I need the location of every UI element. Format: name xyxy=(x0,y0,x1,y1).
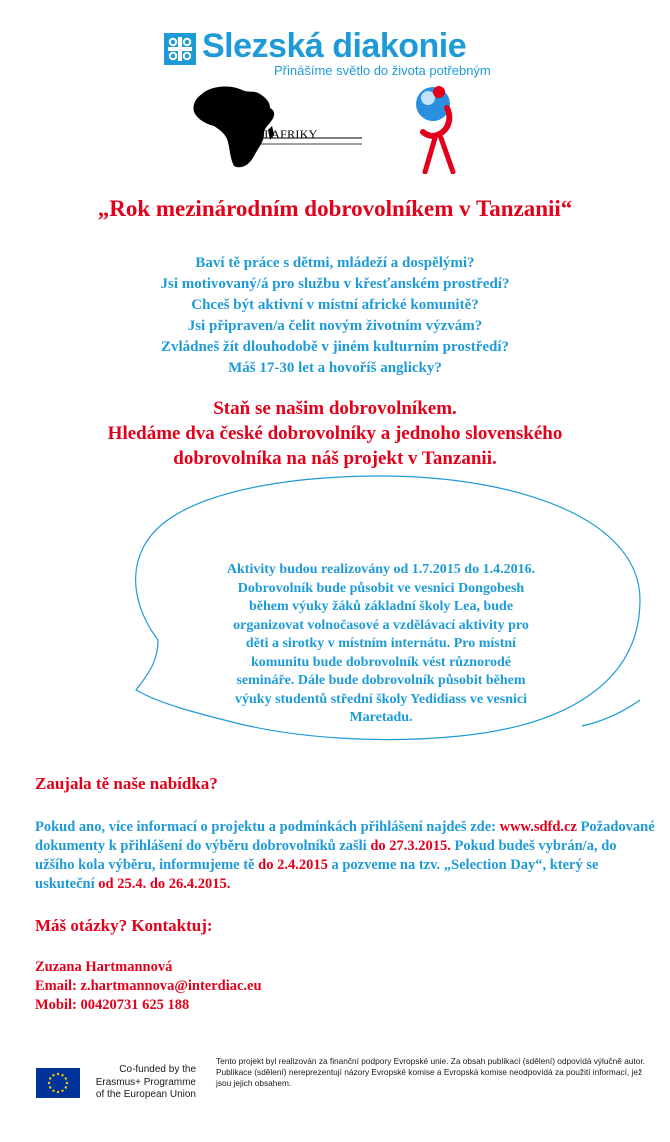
contact-heading: Máš otázky? Kontaktuj: xyxy=(35,916,213,935)
contact-email[interactable]: Email: z.hartmannova@interdiac.eu xyxy=(35,978,262,994)
eu-flag-icon xyxy=(36,1068,80,1098)
question-item: Zvládneš žít dlouhodobě v jiném kulturním prostředí? xyxy=(160,339,510,355)
bubble-line: komunitu bude dobrovolník vést různorodé xyxy=(250,654,512,670)
question-item: Baví tě práce s dětmi, mládeží a dospělými? xyxy=(195,255,475,271)
bubble-line: děti a sirotky v místním internátu. Pro místní xyxy=(245,636,517,651)
deadline-date: od 25.4. do 26.4.2015. xyxy=(98,876,231,892)
question-item: Máš 17-30 let a hovoříš anglicky? xyxy=(228,360,442,376)
interest-heading: Zaujala tě naše nabídka? xyxy=(35,774,218,793)
cta-line: Staň se našim dobrovolníkem. xyxy=(213,398,457,419)
contact-name: Zuzana Hartmannová xyxy=(35,959,173,975)
website-link[interactable]: www.sdfd.cz xyxy=(499,819,577,835)
info-text: Pokud ano, více informací o projektu a podmínkách přihlášení najdeš zde: xyxy=(35,819,500,835)
bubble-line: Maretadu. xyxy=(349,710,413,725)
bubble-line: Dobrovolník bude působit ve vesnici Dongobesh xyxy=(237,580,525,596)
bubble-line: během výuky žáků základní školy Lea, bude xyxy=(248,599,514,614)
partner-logo-label: DĚTI AFRIKY xyxy=(240,127,318,141)
contact-phone: Mobil: 00420731 625 188 xyxy=(35,997,190,1013)
brand-tagline: Přinášíme světlo do života potřebným xyxy=(274,63,491,78)
cta-line: dobrovolníka na náš projekt v Tanzanii. xyxy=(173,448,497,469)
bubble-line: semináře. Dále bude dobrovolník působit během xyxy=(236,673,526,688)
info-paragraph xyxy=(35,818,655,894)
deadline-date: do 2.4.2015 xyxy=(258,857,328,873)
bubble-line: výuky studentů střední školy Yedidiass ve vesnici xyxy=(235,691,527,707)
cta-line: Hledáme dva české dobrovolníky a jednoho slovenského xyxy=(107,423,563,444)
page-title: „Rok mezinárodním dobrovolníkem v Tanzanii“ xyxy=(97,196,573,221)
eu-cofunded-text xyxy=(84,1064,196,1102)
info-text: Pokud budeš vybrán/a, do užšího kola výběru, informujeme tě xyxy=(35,838,617,873)
disclaimer: Tento projekt byl realizován za finanční podpory Evropské unie. Za obsah publikací (sdělení) odpovídá výlučně autor. Publikace (sdělení) nereprezentují názory Evropské komise a Evropská komise neodpovídá za použití informací, jež jsou jejich obsahem. xyxy=(216,1056,645,1088)
info-text: Požadované dokumenty k přihlášení do výběru dobrovolníků zašli xyxy=(35,819,655,854)
eu-line: Erasmus+ Programme xyxy=(95,1076,196,1088)
contact-block xyxy=(35,958,262,1015)
question-item: Chceš být aktivní v místní africké komunitě? xyxy=(191,297,479,313)
bubble-line: Aktivity budou realizovány od 1.7.2015 do 1.4.2016. xyxy=(226,562,536,577)
question-item: Jsi připraven/a čelit novým životním výzvám? xyxy=(187,318,483,334)
brand-name: Slezská diakonie xyxy=(202,27,467,65)
question-item: Jsi motivovaný/á pro službu v křesťanském prostředí? xyxy=(160,276,510,292)
eu-line: of the European Union xyxy=(95,1089,196,1100)
bubble-line: organizovat volnočasové a vzdělávací aktivity pro xyxy=(233,617,529,633)
deadline-date: do 27.3.2015. xyxy=(370,838,451,854)
bubble-text xyxy=(196,561,566,728)
info-text: a pozveme na tzv. „Selection Day“, který se uskuteční xyxy=(35,857,599,892)
eu-line: Co-funded by the xyxy=(119,1064,196,1075)
